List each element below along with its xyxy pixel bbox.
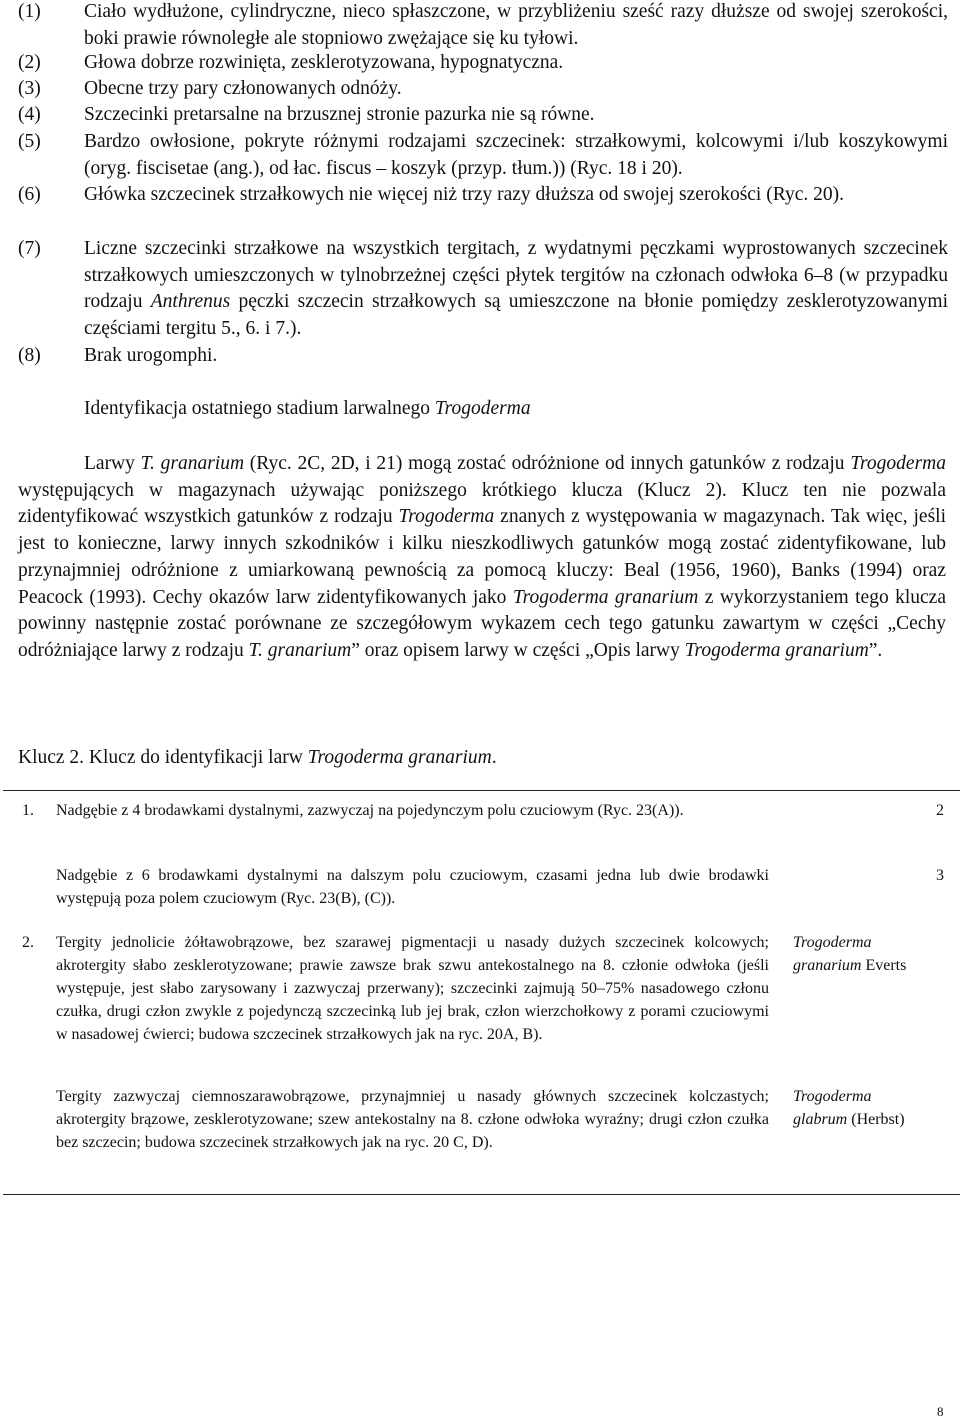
feature-number: (4) xyxy=(18,104,41,125)
feature-text: Liczne szczecinki strzałkowe na wszystkich tergitach, z wydatnymi pęczkami wyprostowanych szczecinek strzałkowych umieszczonych w tylnobrzeżnej części płytek tergitów na członach odwłoka 6–8 (w przypadku rodzaju Anthrenus pęczki szczecin strzałkowych są umieszczone na błonie pomiędzy zesklerotyzowanymi częściami tergitu 5., 6. i 7.). xyxy=(84,238,948,339)
key-couplet-number: 2. xyxy=(22,934,34,951)
feature-3 xyxy=(18,76,948,103)
feature-text: Brak urogomphi. xyxy=(84,345,218,366)
feature-text: Ciało wydłużone, cylindryczne, nieco spłaszczone, w przybliżeniu sześć razy dłuższe od swojej szerokości, boki prawie równoległe ale stopniowo zwężające się ku tyłowi. xyxy=(84,1,948,49)
feature-text: Szczecinki pretarsalne na brzusznej stronie pazurka nie są równe. xyxy=(84,104,595,125)
feature-number: (8) xyxy=(18,345,41,366)
feature-7 xyxy=(18,236,948,342)
feature-number: (7) xyxy=(18,238,41,259)
page-number: 8 xyxy=(937,1404,944,1419)
section-heading: Identyfikacja ostatniego stadium larwalnego Trogoderma xyxy=(84,398,531,419)
key-result-1b: 3 xyxy=(936,867,944,884)
key-lead-1a: Nadgębie z 4 brodawkami dystalnymi, zazwyczaj na pojedynczym polu czuciowym (Ryc. 23(A)). xyxy=(56,802,684,819)
key-bottom-rule xyxy=(3,1194,960,1195)
feature-text: Bardzo owłosione, pokryte różnymi rodzajami szczecinek: strzałkowymi, kolcowymi i/lub koszykowymi (oryg. fiscisetae (ang.), od łac. fiscus – koszyk (przyp. tłum.)) (Ryc. 18 i 20). xyxy=(84,131,948,179)
feature-text: Główka szczecinek strzałkowych nie więcej niż trzy razy dłuższa od swojej szerokości (Ryc. 20). xyxy=(84,184,844,205)
feature-number: (5) xyxy=(18,131,41,152)
key-result-1a: 2 xyxy=(936,802,944,819)
key-species-2b: Trogoderma glabrum (Herbst) xyxy=(793,1088,905,1128)
feature-number: (6) xyxy=(18,184,41,205)
feature-2 xyxy=(18,50,948,77)
feature-text: Głowa dobrze rozwinięta, zesklerotyzowana, hypognatyczna. xyxy=(84,52,564,73)
feature-number: (3) xyxy=(18,78,41,99)
key-title: Klucz 2. Klucz do identyfikacji larw Trogoderma granarium. xyxy=(18,747,497,768)
feature-text: Obecne trzy pary członowanych odnóży. xyxy=(84,78,402,99)
feature-number: (1) xyxy=(18,1,41,22)
key-couplet-number: 1. xyxy=(22,802,34,819)
key-top-rule xyxy=(3,790,960,791)
key-lead-2a: Tergity jednolicie żółtawobrązowe, bez szarawej pigmentacji u nasady dużych szczecinek kolcowych; akrotergity słabo zesklerotyzowane; prawie zawsze brak szwu antekostalnego na 8. członie odwłoka (jeśli występuje, jest słabo zarysowany i zazwyczaj przerwany); szczecinki zajmują 50–75% nasadowego członu czułka, drugi człon zwykle z pojedynczą szczecinką lub jej brak, człon wierzchołkowy z porami czuciowymi w nasadowej ćwierci; budowa szczecinek strzałkowych jak na ryc. 20A, B). xyxy=(56,934,769,1043)
feature-number: (2) xyxy=(18,52,41,73)
feature-5 xyxy=(18,129,948,182)
feature-4 xyxy=(18,102,948,129)
feature-1 xyxy=(18,0,948,52)
body-paragraph: Larwy T. granarium (Ryc. 2C, 2D, i 21) mogą zostać odróżnione od innych gatunków z rodzaju Trogoderma występujących w magazynach używając poniższego krótkiego klucza (Klucz 2). Klucz ten nie pozwala zidentyfikować wszystkich gatunków z rodzaju Trogoderma znanych z występowania w magazynach. Tak więc, jeśli jest to konieczne, larwy innych szkodników i kilku nieszkodliwych gatunków mogą zostać zidentyfikowane, lub przynajmniej odróżnione z umiarkowaną pewnością za pomocą kluczy: Beal (1956, 1960), Banks (1994) oraz Peacock (1993). Cechy okazów larw zidentyfikowanych jako Trogoderma granarium z wykorzystaniem tego klucza powinny następnie zostać porównane ze szczegółowym wykazem cech tego gatunku zawartym w części „Cechy odróżniające larwy z rodzaju T. granarium” oraz opisem larwy w części „Opis larwy Trogoderma granarium”. xyxy=(18,453,946,661)
feature-6 xyxy=(18,182,948,209)
feature-8 xyxy=(18,343,948,370)
key-species-2a: Trogoderma granarium Everts xyxy=(793,934,907,974)
key-lead-2b: Tergity zazwyczaj ciemnoszarawobrązowe, przynajmniej u nasady głównych szczecinek kolczastych; akrotergity brązowe, zesklerotyzowane; szew antekostalny na 8. człone odwłoka wyraźny; drugi człon czułka bez szczecin; budowa szczecinek strzałkowych jak na ryc. 20 C, D). xyxy=(56,1088,769,1151)
key-lead-1b: Nadgębie z 6 brodawkami dystalnymi na dalszym polu czuciowym, czasami jedna lub dwie brodawki występują poza polem czuciowym (Ryc. 23(B), (C)). xyxy=(56,867,769,907)
